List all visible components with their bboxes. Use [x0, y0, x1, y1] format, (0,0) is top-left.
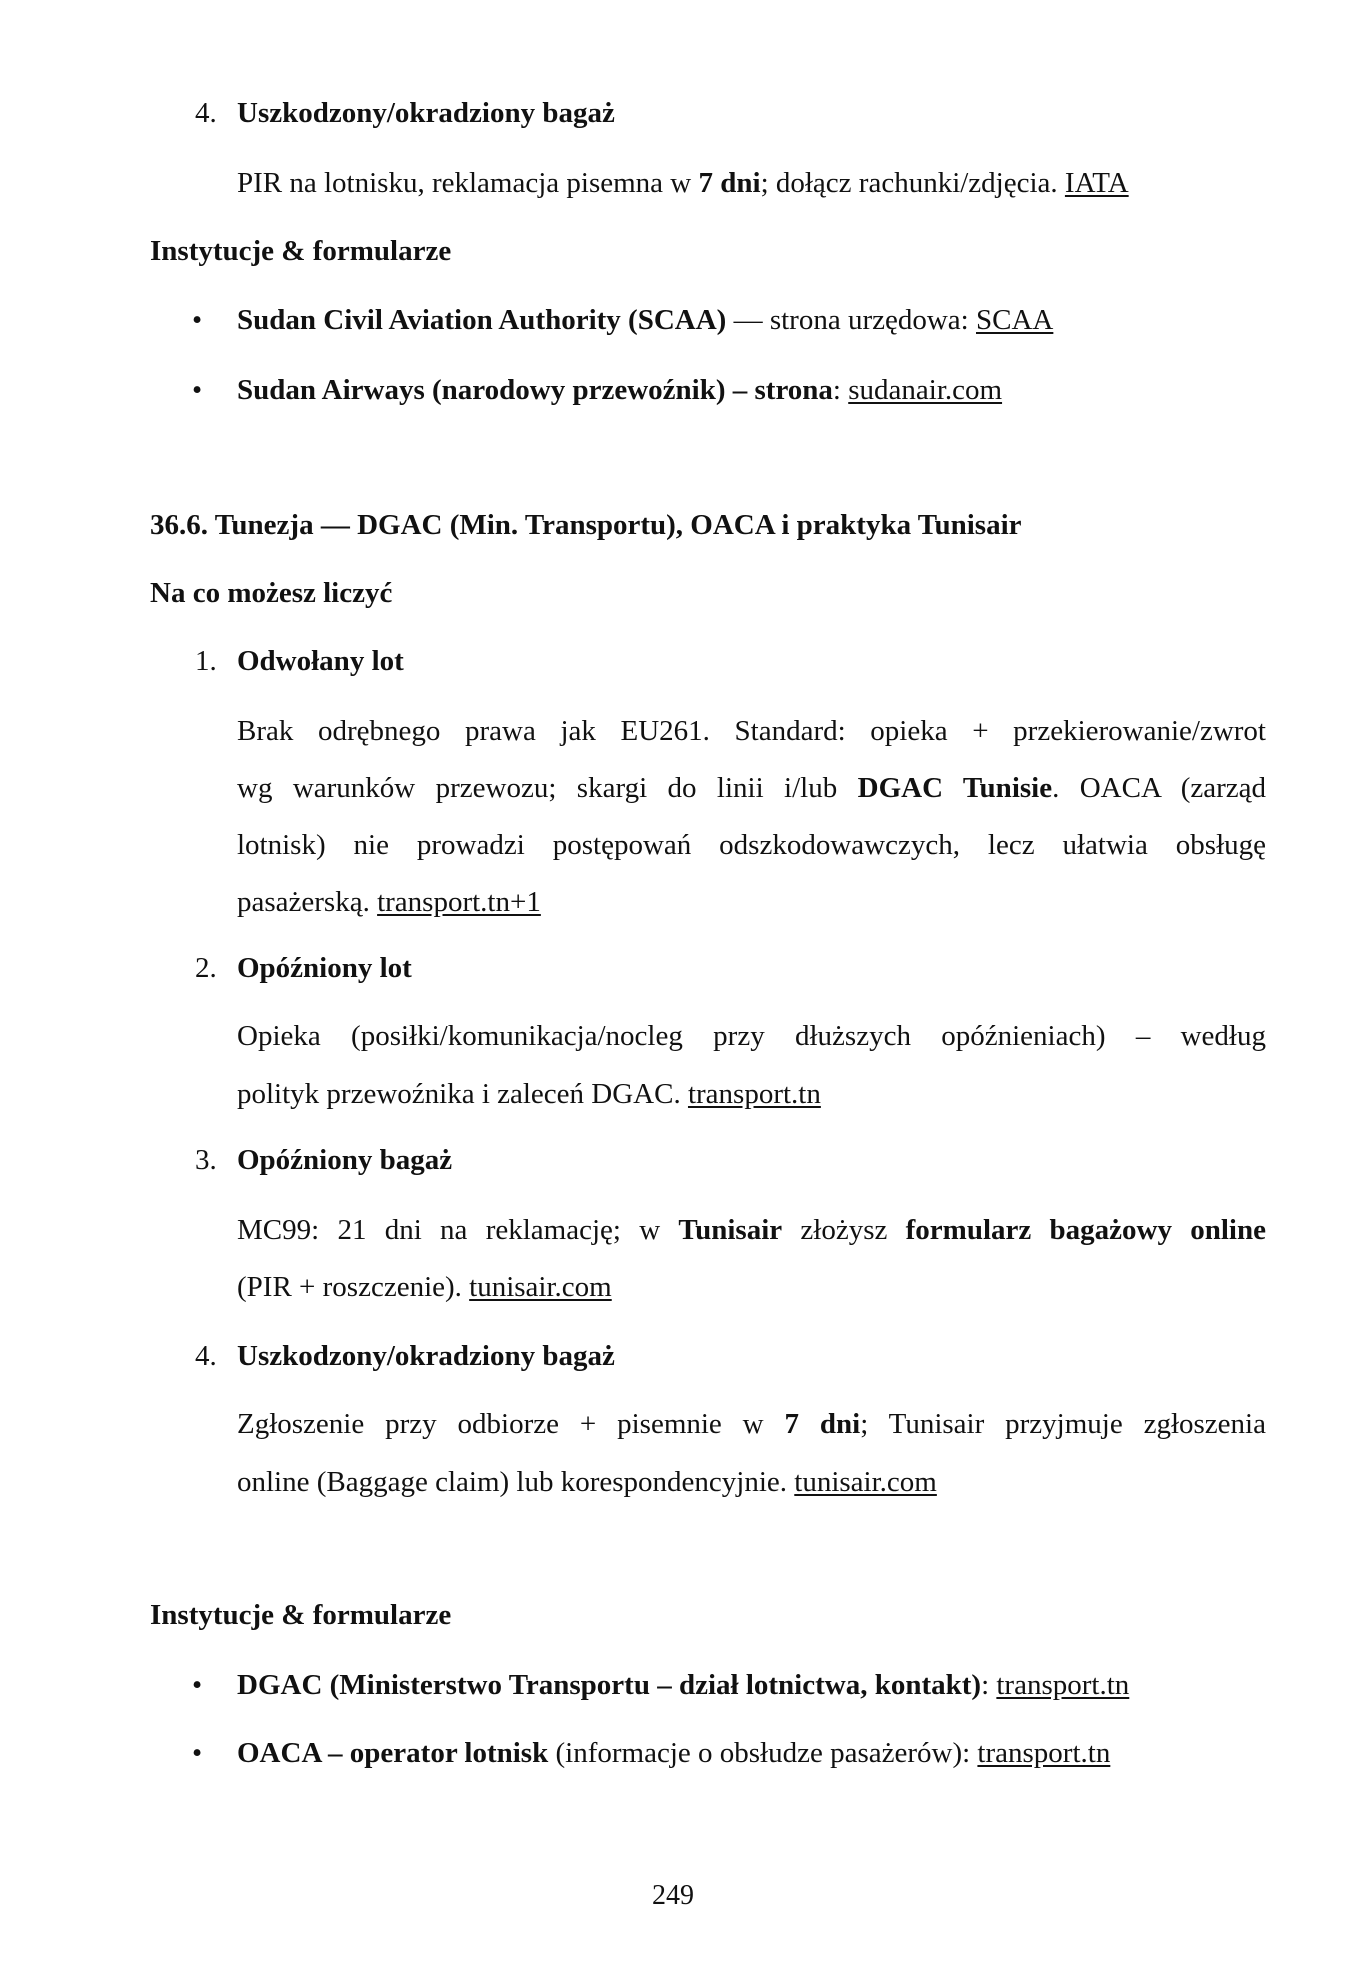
list-item-text-line: pasażerską. transport.tn+1 — [237, 886, 541, 918]
scaa-link[interactable]: SCAA — [976, 304, 1054, 336]
institutions-heading: Instytucje & formularze — [150, 235, 452, 267]
list-item-text-line: Opieka (posiłki/komunikacja/nocleg przy dłuższych opóźnieniach) – według — [237, 1020, 1266, 1052]
iata-link[interactable]: IATA — [1064, 167, 1129, 199]
institution-item: DGAC (Ministerstwo Transportu – dział lotnictwa, kontakt): transport.tn — [237, 1669, 1130, 1701]
sudanair-link[interactable]: sudanair.com — [848, 374, 1003, 406]
list-number: 4. — [195, 1340, 217, 1372]
list-item-text-line: (PIR + roszczenie). tunisair.com — [237, 1271, 612, 1303]
list-item-text-line: polityk przewoźnika i zaleceń DGAC. transport.tn — [237, 1078, 821, 1110]
transport-link[interactable]: transport.tn — [977, 1737, 1111, 1769]
list-item-title: Opóźniony bagaż — [237, 1144, 453, 1176]
institution-item: OACA – operator lotnisk (informacje o obsłudze pasażerów): transport.tn — [237, 1737, 1111, 1769]
transport-link[interactable]: transport.tn+1 — [377, 886, 541, 918]
list-number: 3. — [195, 1144, 217, 1176]
list-item-text-line: lotnisk) nie prowadzi postępowań odszkodowawczych, lecz ułatwia obsługę — [237, 829, 1266, 861]
list-item-text-line: wg warunków przewozu; skargi do linii i/lub DGAC Tunisie. OACA (zarząd — [237, 772, 1266, 804]
list-item-text: PIR na lotnisku, reklamacja pisemna w 7 dni; dołącz rachunki/zdjęcia. IATA — [237, 167, 1129, 199]
transport-link[interactable]: transport.tn — [687, 1078, 821, 1110]
list-item-text-line: Zgłoszenie przy odbiorze + pisemnie w 7 dni; Tunisair przyjmuje zgłoszenia — [237, 1408, 1266, 1440]
bullet-icon: • — [192, 374, 203, 406]
page-number: 249 — [652, 1880, 694, 1911]
section-title: 36.6. Tunezja — DGAC (Min. Transportu), OACA i praktyka Tunisair — [150, 509, 1022, 541]
list-number: 1. — [195, 645, 217, 677]
institution-item: Sudan Civil Aviation Authority (SCAA) — strona urzędowa: SCAA — [237, 304, 1054, 336]
bullet-icon: • — [192, 1737, 203, 1769]
list-item-text-line: MC99: 21 dni na reklamację; w Tunisair złożysz formularz bagażowy online — [237, 1214, 1266, 1246]
list-item-text-line: Brak odrębnego prawa jak EU261. Standard: opieka + przekierowanie/zwrot — [237, 715, 1266, 747]
institution-item: Sudan Airways (narodowy przewoźnik) – strona: sudanair.com — [237, 374, 1003, 406]
list-item-title: Odwołany lot — [237, 645, 404, 677]
tunisair-link[interactable]: tunisair.com — [794, 1466, 937, 1498]
bullet-icon: • — [192, 304, 203, 336]
bullet-icon: • — [192, 1669, 203, 1701]
list-number: 4. — [195, 97, 217, 129]
list-number: 2. — [195, 952, 217, 984]
section-subheading: Na co możesz liczyć — [150, 577, 393, 609]
list-item-title: Uszkodzony/okradziony bagaż — [237, 97, 615, 129]
list-item-text-line: online (Baggage claim) lub korespondencyjnie. tunisair.com — [237, 1466, 937, 1498]
transport-link[interactable]: transport.tn — [996, 1669, 1130, 1701]
tunisair-link[interactable]: tunisair.com — [469, 1271, 612, 1303]
institutions-heading: Instytucje & formularze — [150, 1599, 452, 1631]
list-item-title: Opóźniony lot — [237, 952, 412, 984]
list-item-title: Uszkodzony/okradziony bagaż — [237, 1340, 615, 1372]
